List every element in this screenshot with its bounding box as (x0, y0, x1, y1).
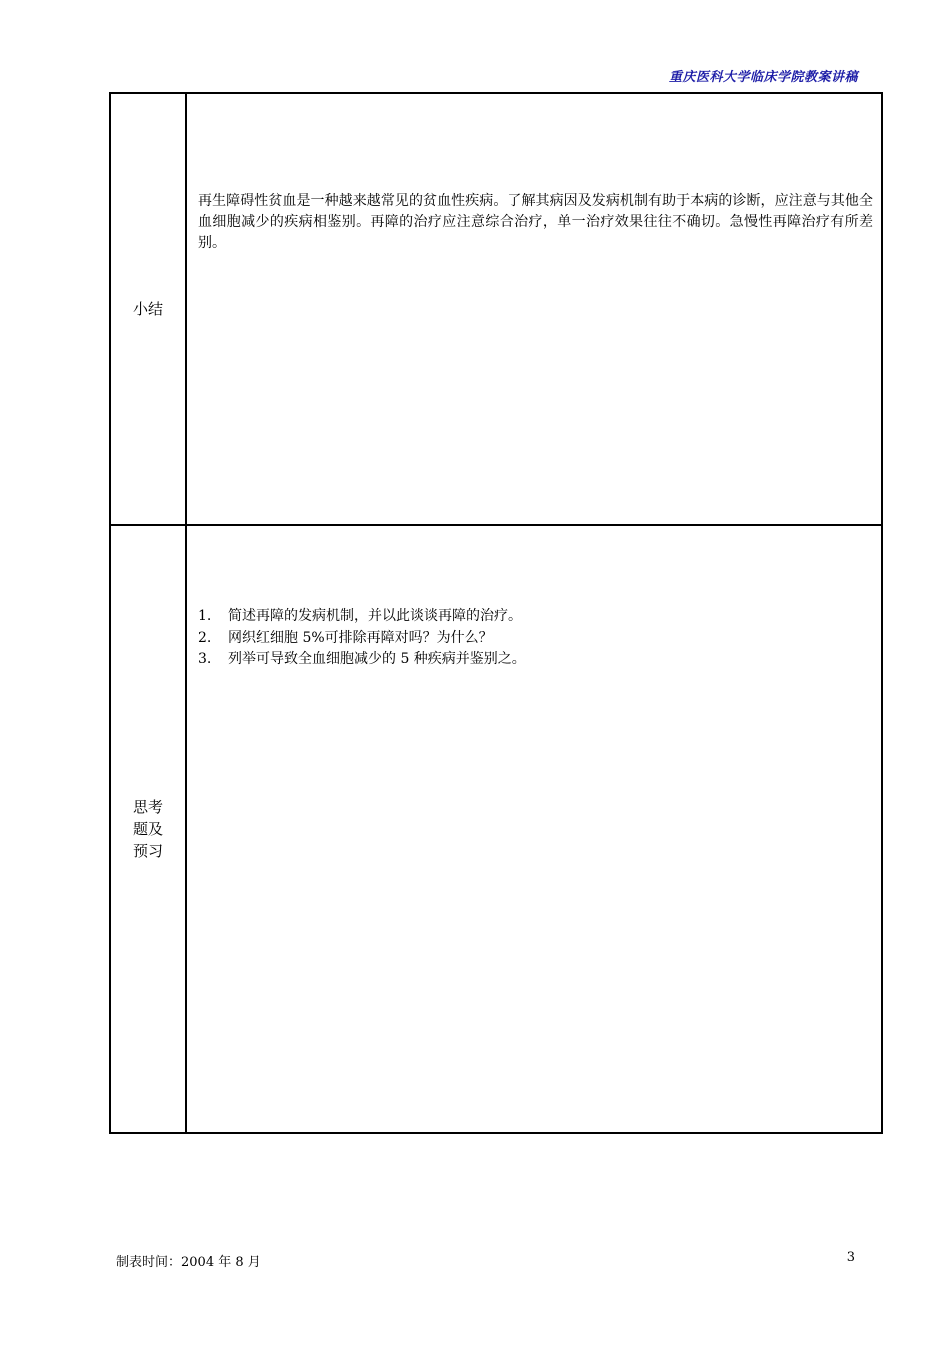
document-header-title: 重庆医科大学临床学院教案讲稿 (668, 70, 858, 85)
summary-label: 小结 (110, 93, 186, 525)
question-item (198, 606, 873, 628)
question-number: 1. (198, 608, 212, 624)
questions-label-line: 题及 (132, 820, 163, 838)
questions-label-line: 思考 (132, 798, 163, 816)
question-list (198, 606, 873, 671)
summary-content-cell (186, 93, 882, 525)
summary-row (110, 93, 882, 525)
question-text: 列举可导致全血细胞减少的 5 种疾病并鉴别之。 (228, 651, 526, 667)
question-item (198, 628, 873, 650)
lesson-plan-table (109, 92, 883, 1134)
summary-text: 再生障碍性贫血是一种越来越常见的贫血性疾病。了解其病因及发病机制有助于本病的诊断，应注意与其他全血细胞减少的疾病相鉴别。再障的治疗应注意综合治疗，单一治疗效果往往不确切。急慢性再障治疗有所差别。 (198, 193, 873, 251)
question-text: 简述再障的发病机制，并以此谈谈再障的治疗。 (228, 608, 522, 624)
questions-content-cell (186, 525, 882, 1133)
question-item (198, 649, 873, 671)
footer-date: 制表时间：2004 年 8 月 (116, 1255, 261, 1270)
questions-label (110, 525, 186, 1133)
questions-label-line: 预习 (132, 842, 163, 860)
page-number: 3 (846, 1250, 855, 1265)
questions-row (110, 525, 882, 1133)
question-text: 网织红细胞 5%可排除再障对吗？为什么？ (228, 629, 493, 646)
question-number: 3. (198, 651, 212, 667)
question-number: 2. (198, 629, 212, 646)
